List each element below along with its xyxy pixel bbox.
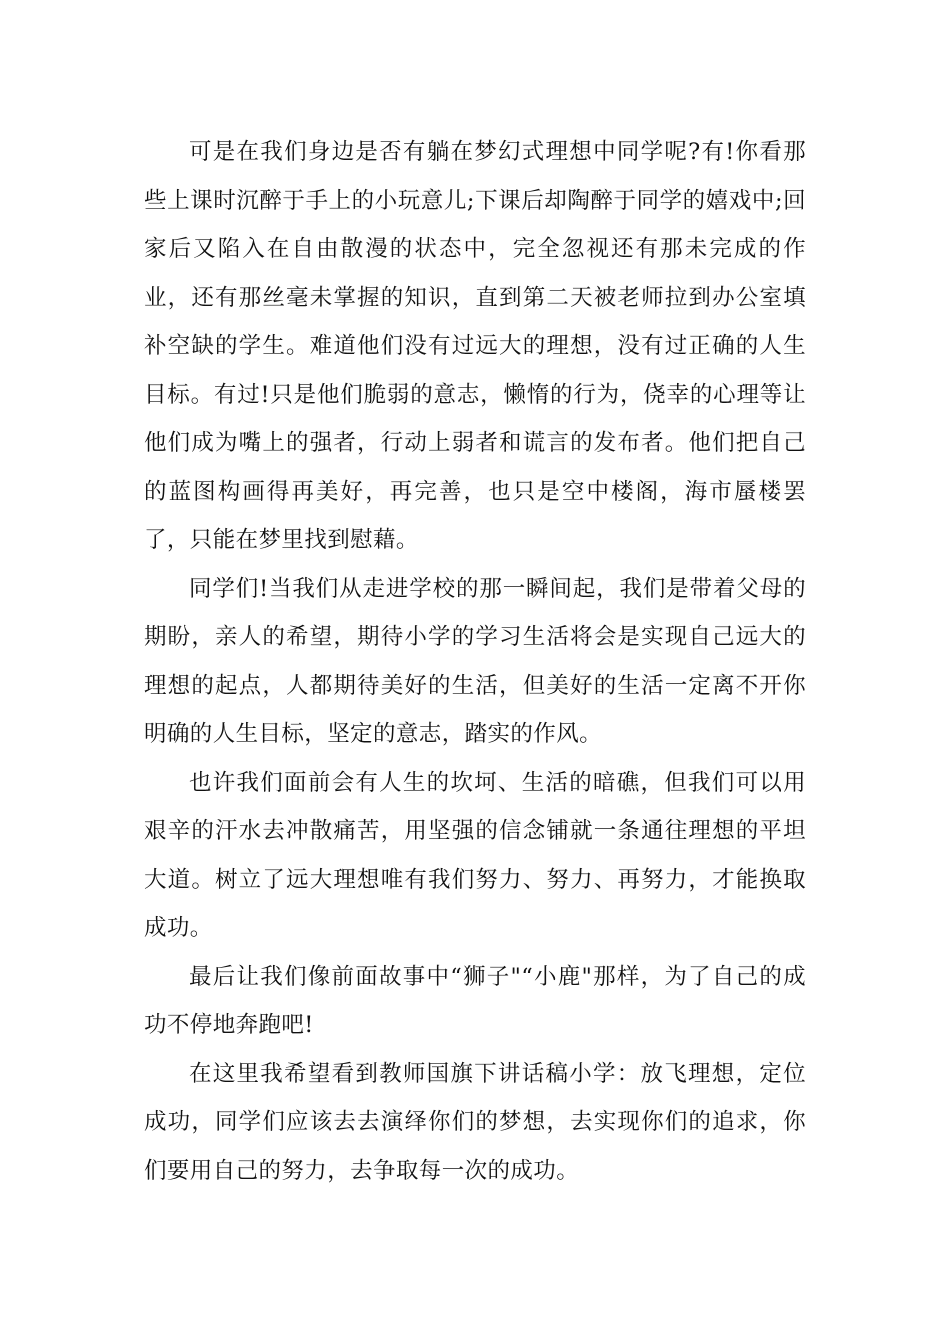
paragraph-4: 最后让我们像前面故事中“狮子"“小鹿"那样，为了自己的成功不停地奔跑吧!	[144, 963, 806, 1038]
paragraph-2: 同学们!当我们从走进学校的那一瞬间起，我们是带着父母的期盼，亲人的希望，期待小学的学习生活将会是实现自己远大的理想的起点，人都期待美好的生活，但美好的生活一定离不开你明确的人生目标，坚定的意志，踏实的作风。	[144, 575, 806, 747]
paragraph-1: 可是在我们身边是否有躺在梦幻式理想中同学呢?有!你看那些上课时沉醉于手上的小玩意儿;下课后却陶醉于同学的嬉戏中;回家后又陷入在自由散漫的状态中，完全忽视还有那未完成的作业，还有那丝毫未掌握的知识，直到第二天被老师拉到办公室填补空缺的学生。难道他们没有过远大的理想，没有过正确的人生目标。有过!只是他们脆弱的意志，懒惰的行为，侥幸的心理等让他们成为嘴上的强者，行动上弱者和谎言的发布者。他们把自己的蓝图构画得再美好，再完善，也只是空中楼阁，海市蜃楼罢了，只能在梦里找到慰藉。	[144, 139, 806, 553]
paragraph-5: 在这里我希望看到教师国旗下讲话稿小学：放飞理想，定位成功，同学们应该去去演绎你们的梦想，去实现你们的追求，你们要用自己的努力，去争取每一次的成功。	[144, 1060, 806, 1184]
paragraph-3: 也许我们面前会有人生的坎坷、生活的暗礁，但我们可以用艰辛的汗水去冲散痛苦，用坚强的信念铺就一条通往理想的平坦大道。树立了远大理想唯有我们努力、努力、再努力，才能换取成功。	[144, 769, 806, 941]
document-body	[144, 128, 806, 1195]
